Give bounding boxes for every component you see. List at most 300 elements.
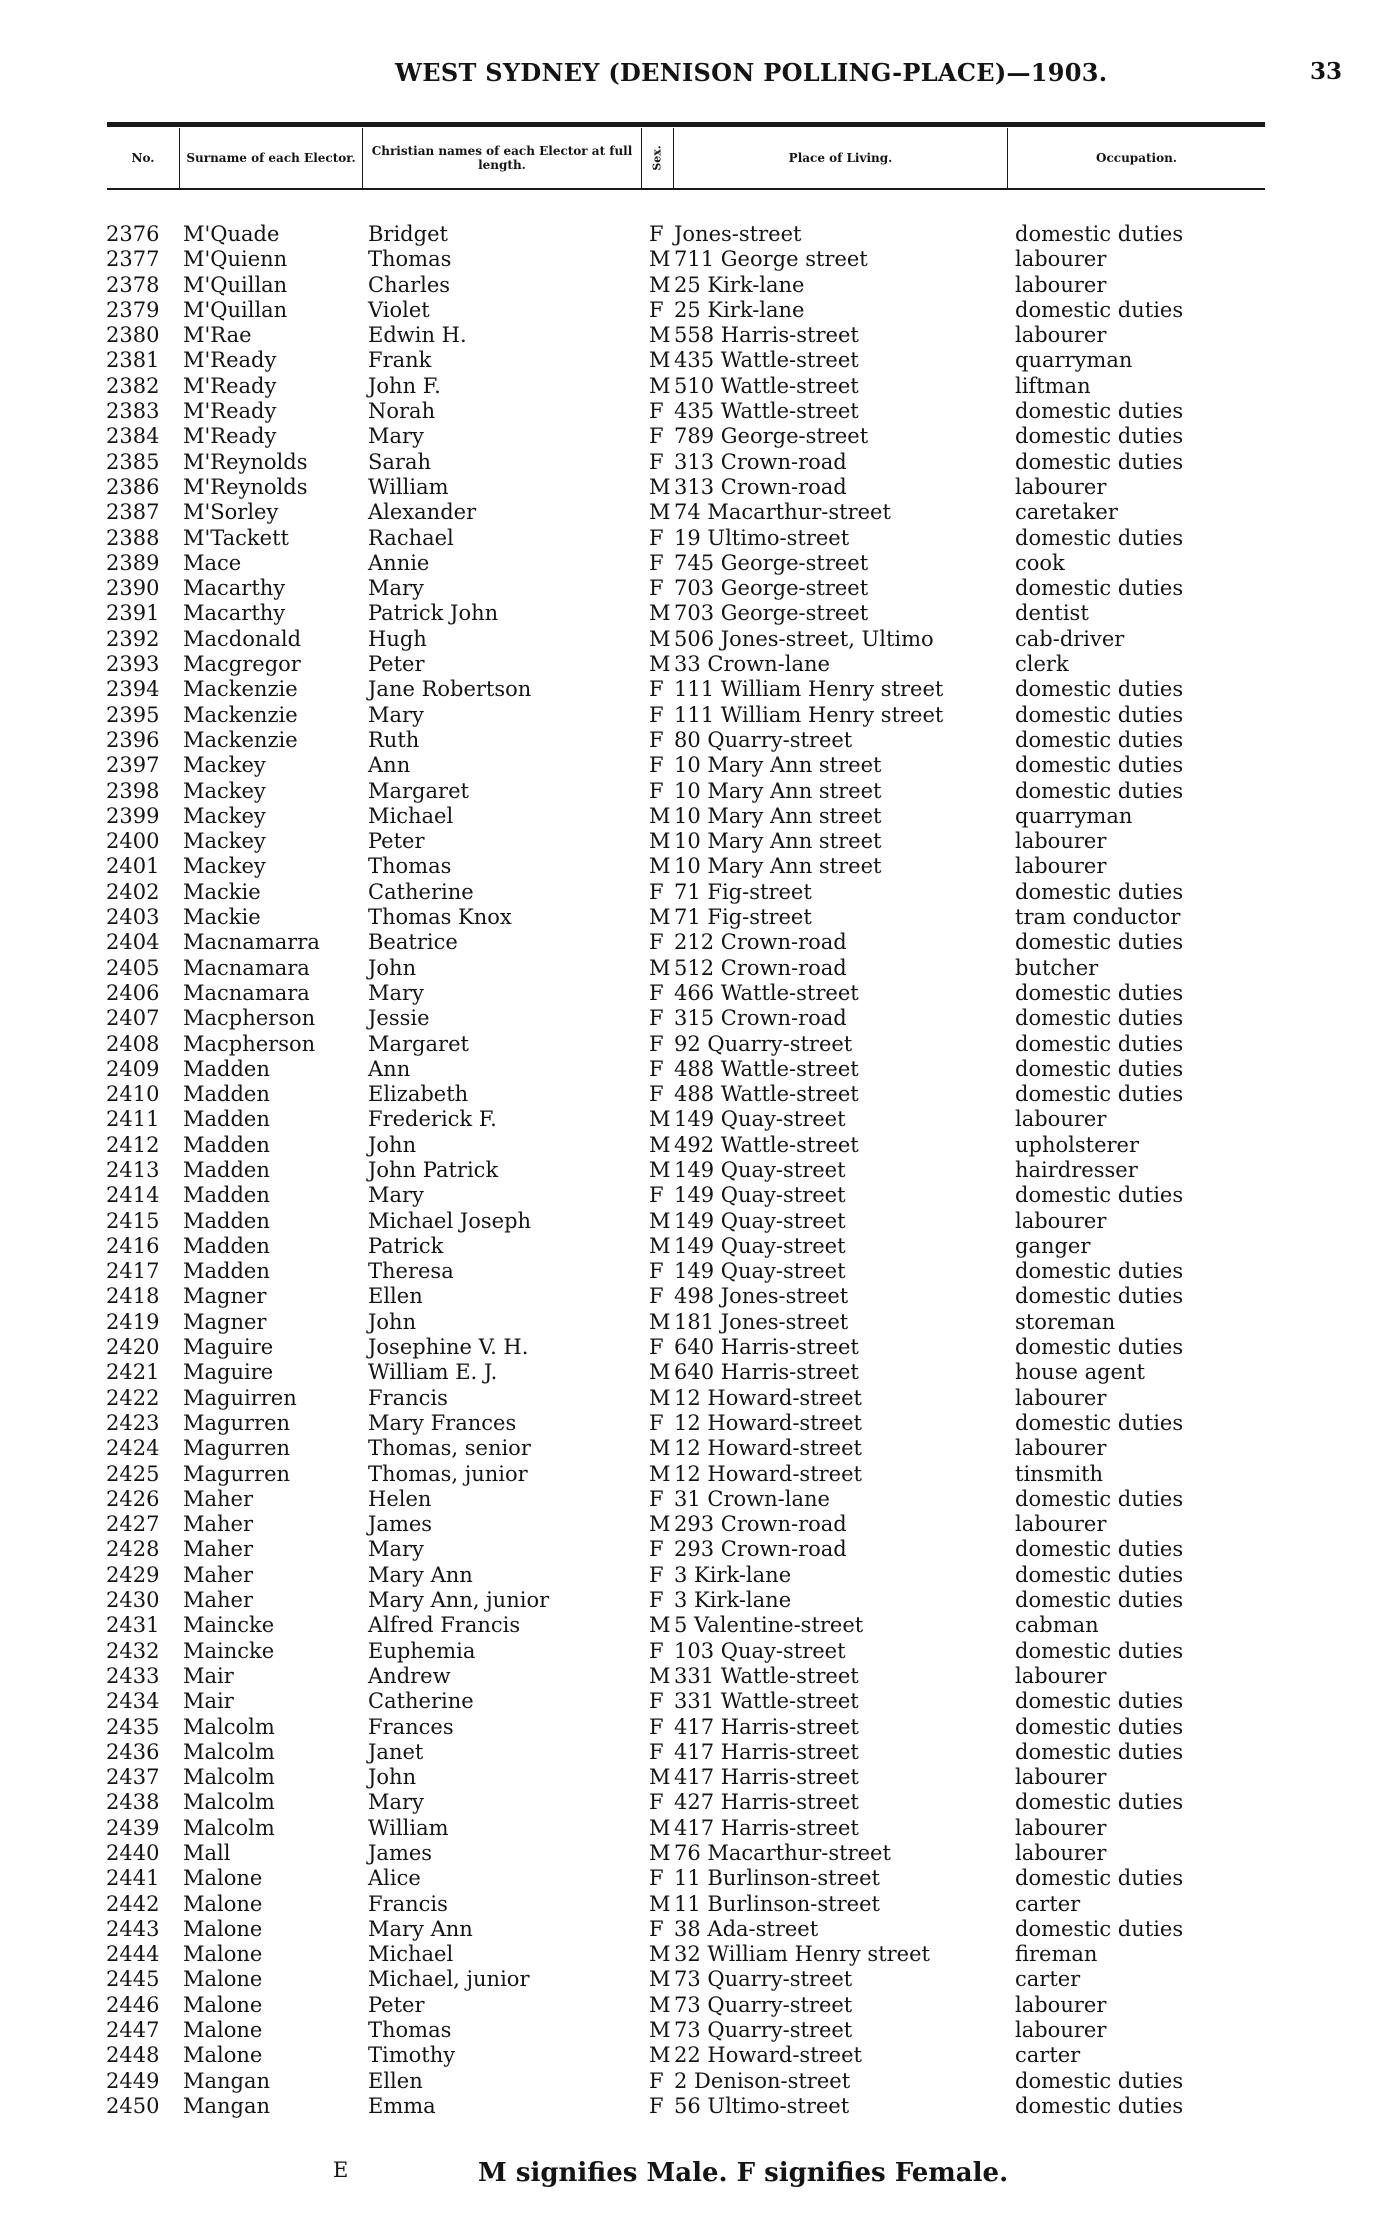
elector-place-of-living: 74 Macarthur-street <box>674 500 891 525</box>
elector-christian-names: Ann <box>368 753 411 778</box>
table-row <box>0 1284 1382 1309</box>
elector-occupation: domestic duties <box>1015 702 1184 727</box>
elector-place-of-living: 22 Howard-street <box>674 2043 862 2068</box>
elector-occupation: butcher <box>1015 955 1099 980</box>
elector-christian-names: Mary <box>368 980 424 1005</box>
elector-surname: Maher <box>183 1588 254 1613</box>
elector-place-of-living: 506 Jones-street, Ultimo <box>674 626 934 651</box>
elector-number: 2429 <box>106 1562 160 1587</box>
elector-sex: M <box>649 373 671 398</box>
elector-occupation: domestic duties <box>1015 399 1184 424</box>
elector-christian-names: William E. J. <box>368 1360 498 1385</box>
elector-surname: Macarthy <box>183 601 286 626</box>
elector-number: 2403 <box>106 905 160 930</box>
table-row <box>0 1816 1382 1841</box>
elector-christian-names: Hugh <box>368 626 427 651</box>
elector-christian-names: Rachael <box>368 525 454 550</box>
elector-place-of-living: 11 Burlinson-street <box>674 1891 880 1916</box>
elector-surname: Madden <box>183 1056 270 1081</box>
elector-number: 2402 <box>106 879 160 904</box>
elector-christian-names: Peter <box>368 1992 425 2017</box>
elector-surname: M'Quienn <box>183 247 288 272</box>
elector-number: 2398 <box>106 778 160 803</box>
table-row <box>0 1032 1382 1057</box>
elector-surname: Malone <box>183 1866 263 1891</box>
elector-surname: Maincke <box>183 1638 275 1663</box>
elector-place-of-living: 12 Howard-street <box>674 1410 862 1435</box>
elector-place-of-living: 417 Harris-street <box>674 1765 859 1790</box>
table-row <box>0 854 1382 879</box>
elector-surname: Malone <box>183 1967 263 1992</box>
table-row <box>0 905 1382 930</box>
elector-surname: Macpherson <box>183 1006 316 1031</box>
elector-place-of-living: 25 Kirk-lane <box>674 272 805 297</box>
elector-surname: M'Tackett <box>183 525 289 550</box>
elector-christian-names: Andrew <box>368 1663 451 1688</box>
elector-sex: F <box>649 879 664 904</box>
table-row <box>0 703 1382 728</box>
page-title: WEST SYDNEY (DENISON POLLING-PLACE)—1903. <box>395 58 1108 87</box>
elector-sex: F <box>649 1183 664 1208</box>
elector-number: 2407 <box>106 1006 160 1031</box>
elector-occupation: domestic duties <box>1015 2093 1184 2118</box>
elector-surname: Mackey <box>183 854 266 879</box>
elector-number: 2437 <box>106 1765 160 1790</box>
elector-number: 2396 <box>106 727 160 752</box>
elector-place-of-living: 212 Crown-road <box>674 930 847 955</box>
elector-place-of-living: 492 Wattle-street <box>674 1132 859 1157</box>
table-row <box>0 374 1382 399</box>
elector-occupation: carter <box>1015 1891 1081 1916</box>
elector-place-of-living: 149 Quay-street <box>674 1107 846 1132</box>
elector-sex: M <box>649 1942 671 1967</box>
elector-occupation: cook <box>1015 550 1065 575</box>
elector-number: 2420 <box>106 1335 160 1360</box>
elector-place-of-living: 181 Jones-street <box>674 1309 849 1334</box>
elector-surname: Malone <box>183 1891 263 1916</box>
elector-sex: M <box>649 1461 671 1486</box>
elector-occupation: quarryman <box>1015 803 1133 828</box>
elector-surname: M'Ready <box>183 373 277 398</box>
table-row <box>0 1689 1382 1714</box>
table-row <box>0 1133 1382 1158</box>
elector-sex: F <box>649 1689 664 1714</box>
elector-sex: F <box>649 576 664 601</box>
elector-number: 2426 <box>106 1486 160 1511</box>
elector-surname: Mair <box>183 1663 234 1688</box>
elector-occupation: labourer <box>1015 2018 1107 2043</box>
elector-sex: M <box>649 1385 671 1410</box>
elector-christian-names: Emma <box>368 2093 436 2118</box>
elector-place-of-living: 12 Howard-street <box>674 1385 862 1410</box>
elector-number: 2390 <box>106 576 160 601</box>
elector-sex: F <box>649 1006 664 1031</box>
elector-number: 2442 <box>106 1891 160 1916</box>
column-header-no: No. <box>131 151 155 165</box>
elector-place-of-living: 32 William Henry street <box>674 1942 930 1967</box>
elector-number: 2418 <box>106 1284 160 1309</box>
elector-sex: F <box>649 1056 664 1081</box>
elector-place-of-living: 76 Macarthur-street <box>674 1841 891 1865</box>
elector-occupation: domestic duties <box>1015 222 1184 246</box>
page-number: 33 <box>1310 58 1343 85</box>
elector-place-of-living: 149 Quay-street <box>674 1208 846 1233</box>
elector-christian-names: Mary Ann <box>368 1562 473 1587</box>
table-row <box>0 1259 1382 1284</box>
elector-number: 2421 <box>106 1360 160 1385</box>
elector-place-of-living: 10 Mary Ann street <box>674 753 882 778</box>
elector-number: 2448 <box>106 2043 160 2068</box>
signature-mark: E <box>333 2158 349 2182</box>
elector-occupation: domestic duties <box>1015 1537 1184 1562</box>
elector-occupation: domestic duties <box>1015 1183 1184 1208</box>
elector-surname: Madden <box>183 1132 270 1157</box>
elector-sex: M <box>649 626 671 651</box>
elector-place-of-living: 73 Quarry-street <box>674 1992 853 2017</box>
table-row <box>0 1715 1382 1740</box>
elector-christian-names: Catherine <box>368 879 474 904</box>
elector-surname: Mackey <box>183 803 266 828</box>
elector-sex: M <box>649 1360 671 1385</box>
column-header-surname: Surname of each Elector. <box>186 151 356 165</box>
elector-number: 2428 <box>106 1537 160 1562</box>
elector-occupation: domestic duties <box>1015 727 1184 752</box>
elector-christian-names: Edwin H. <box>368 323 467 348</box>
elector-occupation: domestic duties <box>1015 576 1184 601</box>
elector-occupation: labourer <box>1015 1107 1107 1132</box>
elector-place-of-living: 417 Harris-street <box>674 1739 859 1764</box>
table-row <box>0 2094 1382 2119</box>
elector-christian-names: Thomas, senior <box>368 1436 531 1461</box>
elector-sex: M <box>649 1992 671 2017</box>
elector-sex: M <box>649 1765 671 1790</box>
elector-place-of-living: 10 Mary Ann street <box>674 854 882 879</box>
elector-number: 2392 <box>106 626 160 651</box>
elector-number: 2447 <box>106 2018 160 2043</box>
elector-christian-names: Jane Robertson <box>368 677 532 702</box>
elector-number: 2383 <box>106 399 160 424</box>
elector-occupation: domestic duties <box>1015 1006 1184 1031</box>
elector-occupation: domestic duties <box>1015 1082 1184 1107</box>
elector-list <box>0 222 1382 2119</box>
elector-occupation: domestic duties <box>1015 1866 1184 1891</box>
elector-surname: M'Quade <box>183 222 280 246</box>
elector-number: 2444 <box>106 1942 160 1967</box>
elector-surname: Magner <box>183 1309 267 1334</box>
elector-surname: Macdonald <box>183 626 302 651</box>
elector-christian-names: John <box>368 1309 417 1334</box>
elector-christian-names: Patrick John <box>368 601 499 626</box>
elector-christian-names: John <box>368 1765 417 1790</box>
table-row <box>0 956 1382 981</box>
elector-christian-names: Norah <box>368 399 436 424</box>
elector-christian-names: Frank <box>368 348 432 373</box>
elector-christian-names: Beatrice <box>368 930 458 955</box>
column-header-sex <box>642 130 673 186</box>
elector-occupation: domestic duties <box>1015 1056 1184 1081</box>
elector-occupation: labourer <box>1015 1385 1107 1410</box>
elector-christian-names: Thomas <box>368 247 452 272</box>
elector-place-of-living: 558 Harris-street <box>674 323 859 348</box>
elector-christian-names: Margaret <box>368 778 469 803</box>
elector-occupation: domestic duties <box>1015 980 1184 1005</box>
elector-number: 2434 <box>106 1689 160 1714</box>
table-row <box>0 930 1382 955</box>
elector-number: 2394 <box>106 677 160 702</box>
elector-sex: M <box>649 1841 671 1865</box>
elector-surname: Mace <box>183 550 242 575</box>
elector-occupation: domestic duties <box>1015 297 1184 322</box>
table-row <box>0 1310 1382 1335</box>
elector-surname: Madden <box>183 1082 270 1107</box>
table-row <box>0 222 1382 247</box>
elector-number: 2416 <box>106 1233 160 1258</box>
elector-place-of-living: 80 Quarry-street <box>674 727 853 752</box>
elector-christian-names: James <box>368 1512 433 1537</box>
elector-occupation: labourer <box>1015 474 1107 499</box>
elector-place-of-living: 103 Quay-street <box>674 1638 846 1663</box>
elector-place-of-living: 313 Crown-road <box>674 474 847 499</box>
elector-number: 2399 <box>106 803 160 828</box>
elector-number: 2414 <box>106 1183 160 1208</box>
table-row <box>0 1892 1382 1917</box>
elector-occupation: domestic duties <box>1015 449 1184 474</box>
elector-christian-names: William <box>368 474 449 499</box>
elector-occupation: labourer <box>1015 1841 1107 1865</box>
elector-number: 2432 <box>106 1638 160 1663</box>
elector-sex: F <box>649 1284 664 1309</box>
elector-number: 2439 <box>106 1815 160 1840</box>
elector-occupation: domestic duties <box>1015 1714 1184 1739</box>
elector-place-of-living: 488 Wattle-street <box>674 1056 859 1081</box>
elector-surname: Magurren <box>183 1410 291 1435</box>
elector-christian-names: Mary <box>368 576 424 601</box>
elector-surname: Maher <box>183 1512 254 1537</box>
elector-occupation: house agent <box>1015 1360 1145 1385</box>
table-row <box>0 1639 1382 1664</box>
elector-occupation: cabman <box>1015 1613 1099 1638</box>
elector-place-of-living: 10 Mary Ann street <box>674 803 882 828</box>
elector-sex: M <box>649 2043 671 2068</box>
elector-number: 2430 <box>106 1588 160 1613</box>
elector-number: 2423 <box>106 1410 160 1435</box>
elector-surname: M'Ready <box>183 399 277 424</box>
elector-place-of-living: 73 Quarry-street <box>674 2018 853 2043</box>
elector-surname: Macnamara <box>183 980 310 1005</box>
elector-sex: M <box>649 1107 671 1132</box>
elector-occupation: domestic duties <box>1015 1486 1184 1511</box>
table-row <box>0 273 1382 298</box>
elector-occupation: upholsterer <box>1015 1132 1140 1157</box>
elector-place-of-living: 703 George-street <box>674 576 869 601</box>
elector-number: 2385 <box>106 449 160 474</box>
elector-place-of-living: 417 Harris-street <box>674 1714 859 1739</box>
elector-place-of-living: 2 Denison-street <box>674 2068 851 2093</box>
table-row <box>0 399 1382 424</box>
elector-number: 2412 <box>106 1132 160 1157</box>
elector-number: 2410 <box>106 1082 160 1107</box>
elector-christian-names: Patrick <box>368 1233 444 1258</box>
elector-surname: Mangan <box>183 2068 271 2093</box>
elector-occupation: carter <box>1015 1967 1081 1992</box>
elector-place-of-living: 315 Crown-road <box>674 1006 847 1031</box>
elector-number: 2417 <box>106 1259 160 1284</box>
elector-place-of-living: 789 George-street <box>674 424 869 449</box>
elector-sex: M <box>649 1891 671 1916</box>
elector-number: 2413 <box>106 1157 160 1182</box>
elector-sex: F <box>649 1739 664 1764</box>
elector-sex: M <box>649 1967 671 1992</box>
elector-sex: M <box>649 272 671 297</box>
elector-place-of-living: 498 Jones-street <box>674 1284 849 1309</box>
elector-surname: Maher <box>183 1562 254 1587</box>
elector-place-of-living: 435 Wattle-street <box>674 348 859 373</box>
table-row <box>0 450 1382 475</box>
elector-sex: M <box>649 474 671 499</box>
elector-occupation: domestic duties <box>1015 753 1184 778</box>
table-row <box>0 323 1382 348</box>
column-header-sex-label: Sex. <box>650 145 664 171</box>
elector-occupation: domestic duties <box>1015 1562 1184 1587</box>
elector-christian-names: Ellen <box>368 1284 423 1309</box>
elector-sex: F <box>649 1486 664 1511</box>
elector-place-of-living: 711 George street <box>674 247 868 272</box>
table-row <box>0 1209 1382 1234</box>
elector-surname: Mackenzie <box>183 702 298 727</box>
elector-christian-names: Josephine V. H. <box>368 1335 529 1360</box>
elector-place-of-living: 19 Ultimo-street <box>674 525 850 550</box>
elector-surname: Mangan <box>183 2093 271 2118</box>
elector-christian-names: Mary Frances <box>368 1410 517 1435</box>
elector-christian-names: Francis <box>368 1385 448 1410</box>
elector-sex: F <box>649 1638 664 1663</box>
elector-surname: Malone <box>183 1992 263 2017</box>
elector-christian-names: William <box>368 1815 449 1840</box>
elector-sex: M <box>649 829 671 854</box>
elector-occupation: hairdresser <box>1015 1157 1138 1182</box>
elector-occupation: domestic duties <box>1015 1916 1184 1941</box>
table-row <box>0 1158 1382 1183</box>
elector-surname: Macnamara <box>183 955 310 980</box>
elector-surname: M'Sorley <box>183 500 279 525</box>
elector-surname: Macpherson <box>183 1031 316 1056</box>
elector-sex: M <box>649 955 671 980</box>
elector-occupation: liftman <box>1015 373 1091 398</box>
elector-sex: F <box>649 1259 664 1284</box>
elector-number: 2438 <box>106 1790 160 1815</box>
table-row <box>0 728 1382 753</box>
table-row <box>0 1183 1382 1208</box>
elector-sex: F <box>649 1866 664 1891</box>
table-row <box>0 677 1382 702</box>
elector-number: 2446 <box>106 1992 160 2017</box>
elector-christian-names: Bridget <box>368 222 448 246</box>
elector-christian-names: James <box>368 1841 433 1865</box>
elector-place-of-living: 640 Harris-street <box>674 1360 859 1385</box>
elector-occupation: quarryman <box>1015 348 1133 373</box>
elector-occupation: dentist <box>1015 601 1089 626</box>
table-row <box>0 1006 1382 1031</box>
table-row <box>0 1993 1382 2018</box>
elector-christian-names: John Patrick <box>368 1157 499 1182</box>
elector-surname: Madden <box>183 1233 270 1258</box>
table-row <box>0 652 1382 677</box>
elector-sex: F <box>649 1790 664 1815</box>
elector-occupation: domestic duties <box>1015 1284 1184 1309</box>
elector-number: 2405 <box>106 955 160 980</box>
elector-christian-names: Helen <box>368 1486 432 1511</box>
elector-occupation: domestic duties <box>1015 1259 1184 1284</box>
elector-surname: M'Quillan <box>183 272 288 297</box>
elector-number: 2435 <box>106 1714 160 1739</box>
elector-christian-names: Michael <box>368 803 454 828</box>
elector-sex: F <box>649 550 664 575</box>
elector-place-of-living: 10 Mary Ann street <box>674 778 882 803</box>
table-row <box>0 1057 1382 1082</box>
elector-surname: Madden <box>183 1183 270 1208</box>
elector-surname: Mackey <box>183 778 266 803</box>
elector-sex: M <box>649 348 671 373</box>
elector-surname: Malcolm <box>183 1790 275 1815</box>
elector-number: 2449 <box>106 2068 160 2093</box>
elector-surname: Mackey <box>183 753 266 778</box>
elector-number: 2443 <box>106 1916 160 1941</box>
elector-surname: Mackie <box>183 905 261 930</box>
elector-place-of-living: 512 Crown-road <box>674 955 847 980</box>
table-row <box>0 627 1382 652</box>
elector-occupation: cab-driver <box>1015 626 1125 651</box>
elector-sex: M <box>649 1132 671 1157</box>
elector-number: 2404 <box>106 930 160 955</box>
elector-christian-names: Michael, junior <box>368 1967 530 1992</box>
elector-occupation: domestic duties <box>1015 677 1184 702</box>
table-row <box>0 1967 1382 1992</box>
elector-sex: F <box>649 525 664 550</box>
elector-sex: M <box>649 1309 671 1334</box>
elector-place-of-living: 313 Crown-road <box>674 449 847 474</box>
elector-sex: M <box>649 1512 671 1537</box>
header-rule-top <box>107 122 1265 127</box>
elector-place-of-living: 3 Kirk-lane <box>674 1588 792 1613</box>
elector-occupation: labourer <box>1015 1436 1107 1461</box>
elector-occupation: fireman <box>1015 1942 1098 1967</box>
elector-sex: F <box>649 1562 664 1587</box>
elector-sex: M <box>649 905 671 930</box>
table-row <box>0 981 1382 1006</box>
elector-occupation: labourer <box>1015 1663 1107 1688</box>
elector-number: 2393 <box>106 652 160 677</box>
elector-occupation: domestic duties <box>1015 1335 1184 1360</box>
elector-christian-names: Sarah <box>368 449 431 474</box>
elector-occupation: labourer <box>1015 247 1107 272</box>
table-row <box>0 1512 1382 1537</box>
elector-occupation: labourer <box>1015 1992 1107 2017</box>
elector-occupation: domestic duties <box>1015 1638 1184 1663</box>
elector-number: 2411 <box>106 1107 160 1132</box>
elector-sex: M <box>649 1663 671 1688</box>
elector-christian-names: John <box>368 1132 417 1157</box>
elector-number: 2425 <box>106 1461 160 1486</box>
elector-christian-names: Peter <box>368 829 425 854</box>
elector-christian-names: Peter <box>368 652 425 677</box>
table-row <box>0 1664 1382 1689</box>
elector-christian-names: Thomas <box>368 854 452 879</box>
elector-place-of-living: 488 Wattle-street <box>674 1082 859 1107</box>
table-row <box>0 475 1382 500</box>
elector-sex: F <box>649 727 664 752</box>
elector-place-of-living: 149 Quay-street <box>674 1259 846 1284</box>
elector-sex: F <box>649 778 664 803</box>
